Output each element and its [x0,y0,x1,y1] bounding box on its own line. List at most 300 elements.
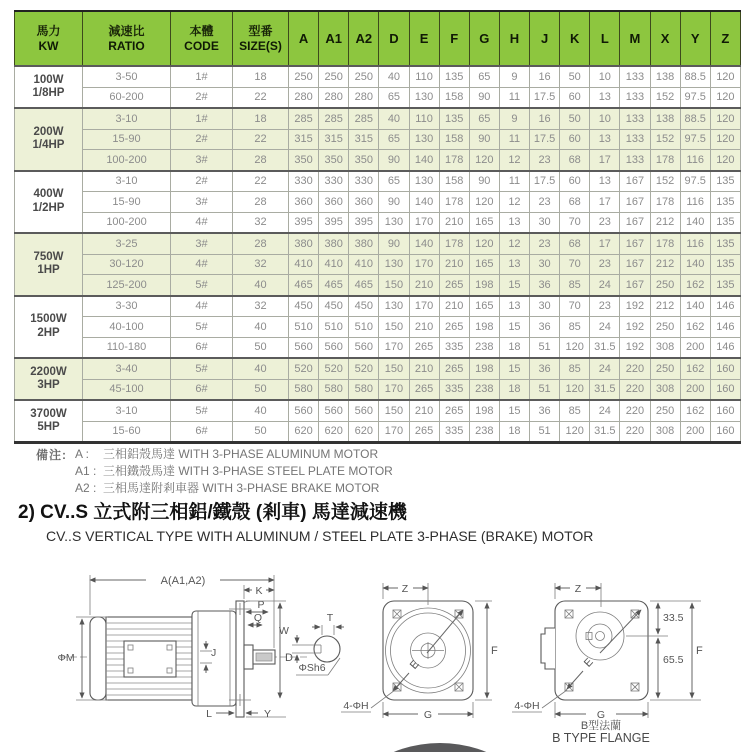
kw-cell: 3700W 5HP [15,400,83,443]
value-cell: 116 [680,150,710,171]
value-cell: 158 [439,87,469,108]
value-cell: 23 [530,233,560,254]
value-cell: 97.5 [680,87,710,108]
b-flange-caption-zh: B型法蘭 [580,720,622,732]
value-cell: 135 [710,192,740,213]
value-cell: 135 [710,212,740,233]
terminal-box [541,628,555,669]
value-cell: 520 [349,358,379,379]
value-cell: 212 [650,254,680,275]
value-cell: 17.5 [530,129,560,150]
value-cell: 68 [560,192,590,213]
value-cell: 140 [409,233,439,254]
dim-a-label: A(A1,A2) [160,575,206,587]
value-cell: 360 [349,192,379,213]
value-cell: 65 [379,171,409,192]
value-cell: 146 [710,337,740,358]
value-cell: 30 [530,296,560,317]
table-row [15,150,741,171]
code-cell: 1# [171,108,233,129]
value-cell: 135 [439,66,469,87]
value-cell: 116 [680,192,710,213]
col-header: 型番 SIZE(S) [233,11,289,66]
dim-655-label: 65.5 [663,654,684,666]
value-cell: 170 [409,254,439,275]
value-cell: 120 [710,150,740,171]
ratio-cell: 100-200 [83,150,171,171]
ratio-cell: 3-50 [83,66,171,87]
value-cell: 285 [349,108,379,129]
dim-w-label: W [279,625,289,637]
power-section [15,233,741,296]
value-cell: 220 [620,421,650,443]
value-cell: 97.5 [680,129,710,150]
value-cell: 330 [289,171,319,192]
dim-e-label: E [581,656,596,670]
code-cell: 2# [171,171,233,192]
power-section [15,358,741,400]
value-cell: 165 [469,296,499,317]
value-cell: 620 [289,421,319,443]
value-cell: 160 [710,379,740,400]
value-cell: 178 [650,150,680,171]
value-cell: 13 [499,212,529,233]
value-cell: 210 [409,400,439,421]
value-cell: 24 [590,400,620,421]
dim-f-label: F [696,645,703,657]
size-cell: 32 [233,254,289,275]
power-section [15,171,741,234]
section-heading-zh: 2) CV..S 立式附三相鋁/鐵殼 (剎車) 馬達減速機 [18,502,407,523]
col-header: K [560,11,590,66]
dim-g-label: G [596,709,606,721]
table-row [15,171,741,192]
col-header: 本體 CODE [171,11,233,66]
value-cell: 152 [650,171,680,192]
value-cell: 130 [379,254,409,275]
value-cell: 200 [680,379,710,400]
value-cell: 285 [319,108,349,129]
b-flange-caption-en: B TYPE FLANGE [552,731,650,745]
dim-4h-label: 4-ΦH [514,700,540,712]
section-heading [18,501,593,544]
technical-drawing [0,557,750,752]
value-cell: 280 [349,87,379,108]
value-cell: 70 [560,212,590,233]
dim-e-label: E [407,658,422,672]
ratio-cell: 3-40 [83,358,171,379]
value-cell: 167 [620,192,650,213]
dim-p-label: P [257,599,265,611]
value-cell: 120 [560,421,590,443]
value-cell: 9 [499,108,529,129]
table-row [15,108,741,129]
value-cell: 65 [469,66,499,87]
value-cell: 210 [439,296,469,317]
kw-cell: 2200W 3HP [15,358,83,400]
value-cell: 170 [409,296,439,317]
value-cell: 146 [710,317,740,338]
value-cell: 140 [680,212,710,233]
table-row [15,129,741,150]
value-cell: 167 [620,212,650,233]
value-cell: 11 [499,129,529,150]
value-cell: 90 [379,192,409,213]
value-cell: 15 [499,275,529,296]
value-cell: 60 [560,171,590,192]
table-row [15,337,741,358]
value-cell: 178 [439,150,469,171]
value-cell: 167 [620,233,650,254]
value-cell: 170 [379,337,409,358]
ratio-cell: 60-200 [83,87,171,108]
size-cell: 22 [233,87,289,108]
value-cell: 150 [379,400,409,421]
note-line [75,463,393,480]
value-cell: 580 [349,379,379,400]
kw-cell: 100W 1/8HP [15,66,83,108]
size-cell: 40 [233,275,289,296]
note-text: 三相鋁殼馬達 WITH 3-PHASE ALUMINUM MOTOR [103,447,379,461]
value-cell: 395 [319,212,349,233]
value-cell: 120 [560,379,590,400]
section-heading-en: CV..S VERTICAL TYPE WITH ALUMINUM / STEEL PLATE 3-PHASE (BRAKE) MOTOR [46,528,594,544]
note-line [75,480,393,497]
value-cell: 170 [379,421,409,443]
ratio-cell: 3-30 [83,296,171,317]
code-cell: 3# [171,150,233,171]
value-cell: 158 [439,171,469,192]
value-cell: 395 [289,212,319,233]
kw-cell: 400W 1/2HP [15,171,83,234]
table-row [15,400,741,421]
value-cell: 360 [289,192,319,213]
value-cell: 285 [289,108,319,129]
value-cell: 465 [349,275,379,296]
value-cell: 23 [590,296,620,317]
value-cell: 24 [590,358,620,379]
value-cell: 198 [469,358,499,379]
value-cell: 135 [710,233,740,254]
value-cell: 30 [530,254,560,275]
value-cell: 51 [530,379,560,400]
value-cell: 238 [469,337,499,358]
value-cell: 15 [499,358,529,379]
value-cell: 140 [409,150,439,171]
notes-label: 備注: [36,448,67,462]
code-cell: 3# [171,192,233,213]
value-cell: 120 [710,108,740,129]
value-cell: 150 [379,358,409,379]
value-cell: 120 [469,192,499,213]
value-cell: 210 [409,358,439,379]
table-row [15,358,741,379]
size-cell: 50 [233,379,289,400]
value-cell: 85 [560,358,590,379]
value-cell: 130 [409,129,439,150]
size-cell: 18 [233,66,289,87]
size-cell: 32 [233,212,289,233]
size-cell: 22 [233,129,289,150]
value-cell: 350 [349,150,379,171]
ratio-cell: 40-100 [83,317,171,338]
code-cell: 1# [171,66,233,87]
dim-335-label: 33.5 [663,612,684,624]
value-cell: 16 [530,108,560,129]
power-section [15,400,741,443]
value-cell: 135 [710,275,740,296]
value-cell: 140 [680,296,710,317]
col-header: Z [710,11,740,66]
dim-q-label: Q [253,612,263,624]
note-text: 三相馬達附剎車器 WITH 3-PHASE BRAKE MOTOR [103,481,380,495]
value-cell: 9 [499,66,529,87]
value-cell: 133 [620,66,650,87]
value-cell: 178 [439,192,469,213]
value-cell: 17.5 [530,171,560,192]
value-cell: 65 [469,108,499,129]
value-cell: 18 [499,421,529,443]
side-view [57,575,308,720]
value-cell: 85 [560,400,590,421]
value-cell: 580 [289,379,319,400]
ratio-cell: 3-25 [83,233,171,254]
value-cell: 31.5 [590,337,620,358]
value-cell: 30 [530,212,560,233]
col-header: A2 [349,11,379,66]
value-cell: 330 [319,171,349,192]
value-cell: 23 [530,150,560,171]
value-cell: 250 [349,66,379,87]
value-cell: 265 [439,317,469,338]
value-cell: 560 [349,400,379,421]
value-cell: 510 [349,317,379,338]
value-cell: 350 [289,150,319,171]
value-cell: 560 [289,400,319,421]
value-cell: 250 [650,317,680,338]
value-cell: 18 [499,337,529,358]
value-cell: 135 [439,108,469,129]
value-cell: 200 [680,421,710,443]
value-cell: 36 [530,358,560,379]
value-cell: 130 [409,87,439,108]
value-cell: 130 [379,212,409,233]
value-cell: 210 [409,275,439,296]
value-cell: 15 [499,400,529,421]
dim-y-label: Y [264,708,272,720]
ratio-cell: 125-200 [83,275,171,296]
value-cell: 140 [409,192,439,213]
value-cell: 380 [319,233,349,254]
value-cell: 18 [499,379,529,400]
kw-cell: 750W 1HP [15,233,83,296]
value-cell: 88.5 [680,108,710,129]
value-cell: 110 [409,66,439,87]
value-cell: 198 [469,400,499,421]
value-cell: 212 [650,212,680,233]
value-cell: 120 [560,337,590,358]
value-cell: 238 [469,421,499,443]
value-cell: 68 [560,233,590,254]
note-key: A2 : [75,480,97,497]
value-cell: 36 [530,275,560,296]
code-cell: 6# [171,421,233,443]
value-cell: 23 [530,192,560,213]
code-cell: 5# [171,317,233,338]
ratio-cell: 30-120 [83,254,171,275]
col-header: F [439,11,469,66]
value-cell: 110 [409,108,439,129]
value-cell: 13 [499,254,529,275]
value-cell: 280 [289,87,319,108]
value-cell: 15 [499,317,529,338]
value-cell: 308 [650,379,680,400]
value-cell: 308 [650,421,680,443]
value-cell: 450 [319,296,349,317]
size-cell: 28 [233,233,289,254]
value-cell: 450 [349,296,379,317]
value-cell: 200 [680,337,710,358]
code-cell: 4# [171,212,233,233]
value-cell: 40 [379,108,409,129]
value-cell: 24 [590,275,620,296]
col-header: 減速比 RATIO [83,11,171,66]
value-cell: 23 [590,254,620,275]
power-section [15,296,741,359]
value-cell: 465 [289,275,319,296]
value-cell: 250 [319,66,349,87]
value-cell: 150 [379,317,409,338]
value-cell: 335 [439,379,469,400]
value-cell: 146 [710,296,740,317]
value-cell: 178 [439,233,469,254]
value-cell: 212 [650,296,680,317]
dim-k-label: K [255,585,263,597]
table-row [15,233,741,254]
value-cell: 12 [499,233,529,254]
value-cell: 152 [650,87,680,108]
value-cell: 162 [680,358,710,379]
value-cell: 560 [349,337,379,358]
table-row [15,254,741,275]
value-cell: 85 [560,317,590,338]
code-cell: 2# [171,129,233,150]
value-cell: 560 [289,337,319,358]
value-cell: 315 [319,129,349,150]
value-cell: 410 [289,254,319,275]
value-cell: 17.5 [530,87,560,108]
note-line [75,446,393,463]
dim-l-label: L [206,708,212,720]
dim-sh6-label: ΦSh6 [298,662,326,674]
code-cell: 4# [171,254,233,275]
value-cell: 135 [710,171,740,192]
value-cell: 265 [409,421,439,443]
value-cell: 70 [560,296,590,317]
dim-f-label: F [491,645,498,657]
value-cell: 410 [319,254,349,275]
value-cell: 520 [289,358,319,379]
value-cell: 335 [439,421,469,443]
value-cell: 167 [620,254,650,275]
value-cell: 138 [650,66,680,87]
value-cell: 90 [469,129,499,150]
dim-m-label: ΦM [57,652,75,664]
value-cell: 220 [620,400,650,421]
value-cell: 97.5 [680,171,710,192]
ratio-cell: 15-90 [83,192,171,213]
size-cell: 22 [233,171,289,192]
value-cell: 510 [319,317,349,338]
value-cell: 17 [590,192,620,213]
dim-d-label: D [285,652,293,664]
ratio-cell: 100-200 [83,212,171,233]
value-cell: 192 [620,296,650,317]
col-header: J [530,11,560,66]
value-cell: 140 [680,254,710,275]
value-cell: 160 [710,358,740,379]
value-cell: 250 [650,358,680,379]
value-cell: 560 [319,337,349,358]
note-text: 三相鐵殼馬達 WITH 3-PHASE STEEL PLATE MOTOR [103,464,393,478]
value-cell: 90 [469,171,499,192]
value-cell: 16 [530,66,560,87]
note-key: A : [75,446,97,463]
spec-table [14,10,741,444]
ratio-cell: 15-90 [83,129,171,150]
product-photo-partial [342,743,538,752]
value-cell: 280 [319,87,349,108]
value-cell: 165 [469,254,499,275]
value-cell: 133 [620,150,650,171]
col-header: L [590,11,620,66]
code-cell: 3# [171,233,233,254]
value-cell: 220 [620,358,650,379]
value-cell: 120 [469,233,499,254]
shaft-detail [279,612,344,675]
value-cell: 51 [530,337,560,358]
notes-lines [75,446,393,497]
col-header: H [499,11,529,66]
notes [36,446,393,497]
value-cell: 210 [409,317,439,338]
value-cell: 380 [349,233,379,254]
dim-4h-label: 4-ΦH [343,700,369,712]
value-cell: 138 [650,108,680,129]
value-cell: 350 [319,150,349,171]
dim-j-label: J [211,647,217,659]
value-cell: 60 [560,129,590,150]
value-cell: 450 [289,296,319,317]
value-cell: 50 [560,108,590,129]
value-cell: 158 [439,129,469,150]
value-cell: 167 [620,275,650,296]
value-cell: 36 [530,400,560,421]
dim-t-label: T [326,612,334,624]
value-cell: 120 [469,150,499,171]
size-cell: 32 [233,296,289,317]
size-cell: 40 [233,317,289,338]
value-cell: 395 [349,212,379,233]
value-cell: 11 [499,171,529,192]
value-cell: 330 [349,171,379,192]
value-cell: 17 [590,233,620,254]
value-cell: 250 [289,66,319,87]
table-row [15,275,741,296]
table-row [15,212,741,233]
value-cell: 580 [319,379,349,400]
value-cell: 90 [379,150,409,171]
